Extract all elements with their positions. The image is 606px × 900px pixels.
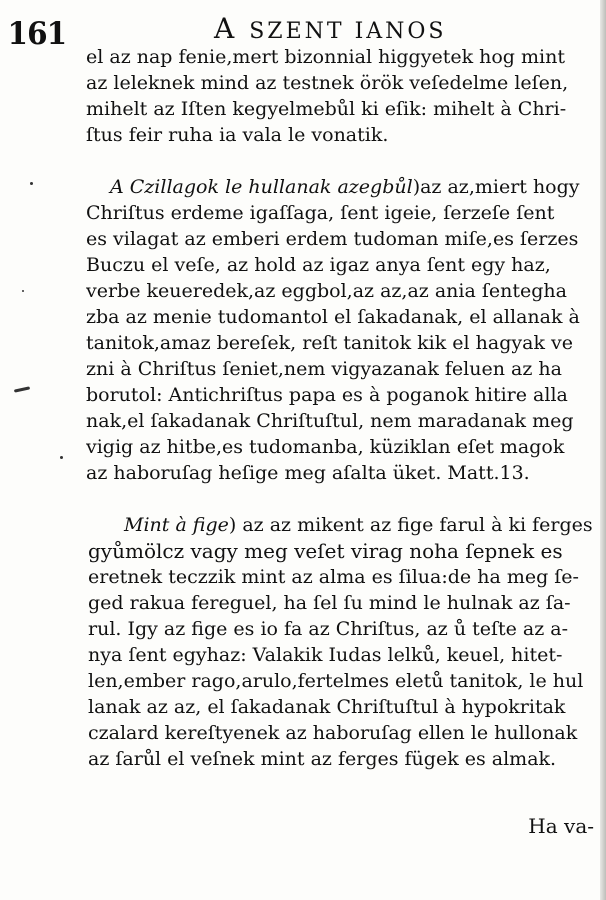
running-head <box>214 12 447 45</box>
text-line: ſtus feir ruha ia vala le vonatik. <box>86 124 389 146</box>
running-head-text: SZENT IANOS <box>249 19 447 44</box>
running-head-initial: A <box>214 12 238 45</box>
ink-speck <box>30 182 33 185</box>
text-line: eretnek teczzik mint az alma es ſilua:de ha meg ſe- <box>88 566 579 588</box>
page-header <box>0 6 606 52</box>
text-line: Chriſtus erdeme igaſſaga, ſent igeie, ſerzeſe ſent <box>86 202 555 224</box>
text-line: Buczu el veſe, az hold az igaz anya ſent egy haz, <box>86 254 551 276</box>
ink-speck <box>14 386 30 392</box>
text-line: az leleknek mind az testnek örök veſedelme leſen, <box>86 72 569 94</box>
text-line: borutol: Antichriſtus papa es à poganok hitire alla <box>86 384 568 406</box>
text-line <box>86 174 598 200</box>
text-line: az haboruſag heſige meg aſalta üket. Matt.13. <box>86 462 530 484</box>
catchword: Ha va- <box>528 814 594 838</box>
text-line: az ſarůl el veſnek mint az ferges fügek es almak. <box>88 748 557 770</box>
text-span: ) az az mikent az fige farul à ki ferges <box>228 514 593 536</box>
lemma-italic: Mint à fige <box>124 514 229 536</box>
page-number: 161 <box>7 16 67 52</box>
text-line: vigig az hitbe,es tudomanba, küziklan eſet magok <box>86 436 565 458</box>
ink-speck <box>22 290 24 292</box>
lemma-italic: A Czillagok le hullanak azegbůl <box>110 176 413 198</box>
text-line: verbe keueredek,az eggbol,az az,az ania ſentegha <box>86 280 567 302</box>
text-line: rul. Igy az fige es io fa az Chriſtus, az ů teſte az a- <box>88 618 569 640</box>
text-line: zni à Chriſtus ſeniet,nem vigyazanak feluen az ha <box>86 358 562 380</box>
text-line: zba az menie tudomantol el ſakadanak, el allanak à <box>86 306 580 328</box>
text-line: nya ſent egyhaz: Valakik Iudas lelků, keuel, hitet- <box>88 644 563 666</box>
text-line: el az nap fenie,mert bizonnial higgyetek hog mint <box>86 46 565 68</box>
text-line: ged rakua fereguel, ha ſel ſu mind le hulnak az ſa- <box>88 592 571 614</box>
paragraph-3 <box>88 512 600 772</box>
paragraph-2 <box>86 174 598 486</box>
text-line: lanak az az, el ſakadanak Chriſtuſtul à hypokritak <box>88 696 566 718</box>
text-line: len,ember rago,arulo,fertelmes eletů tanitok, le hul <box>88 670 584 692</box>
text-span: )az az,miert hogy <box>412 176 580 198</box>
text-line: nak,el ſakadanak Chriſtuſtul, nem maradanak meg <box>86 410 574 432</box>
page-edge <box>600 0 606 900</box>
text-line: czalard kereſtyenek az haboruſag ellen le hullonak <box>88 722 578 744</box>
text-line: es vilagat az emberi erdem tudoman miſe,es ſerzes <box>86 228 579 250</box>
paragraph-1 <box>86 44 598 148</box>
text-line: tanitok,amaz bereſek, reſt tanitok kik el hagyak ve <box>86 332 573 354</box>
text-line: mihelt az Iſten kegyelmebůl ki eſik: mihelt à Chri- <box>86 98 567 120</box>
text-line: gyůmölcz vagy meg veſet virag noha ſepnek es <box>88 539 563 563</box>
ink-speck <box>60 456 63 459</box>
text-line <box>88 512 600 538</box>
